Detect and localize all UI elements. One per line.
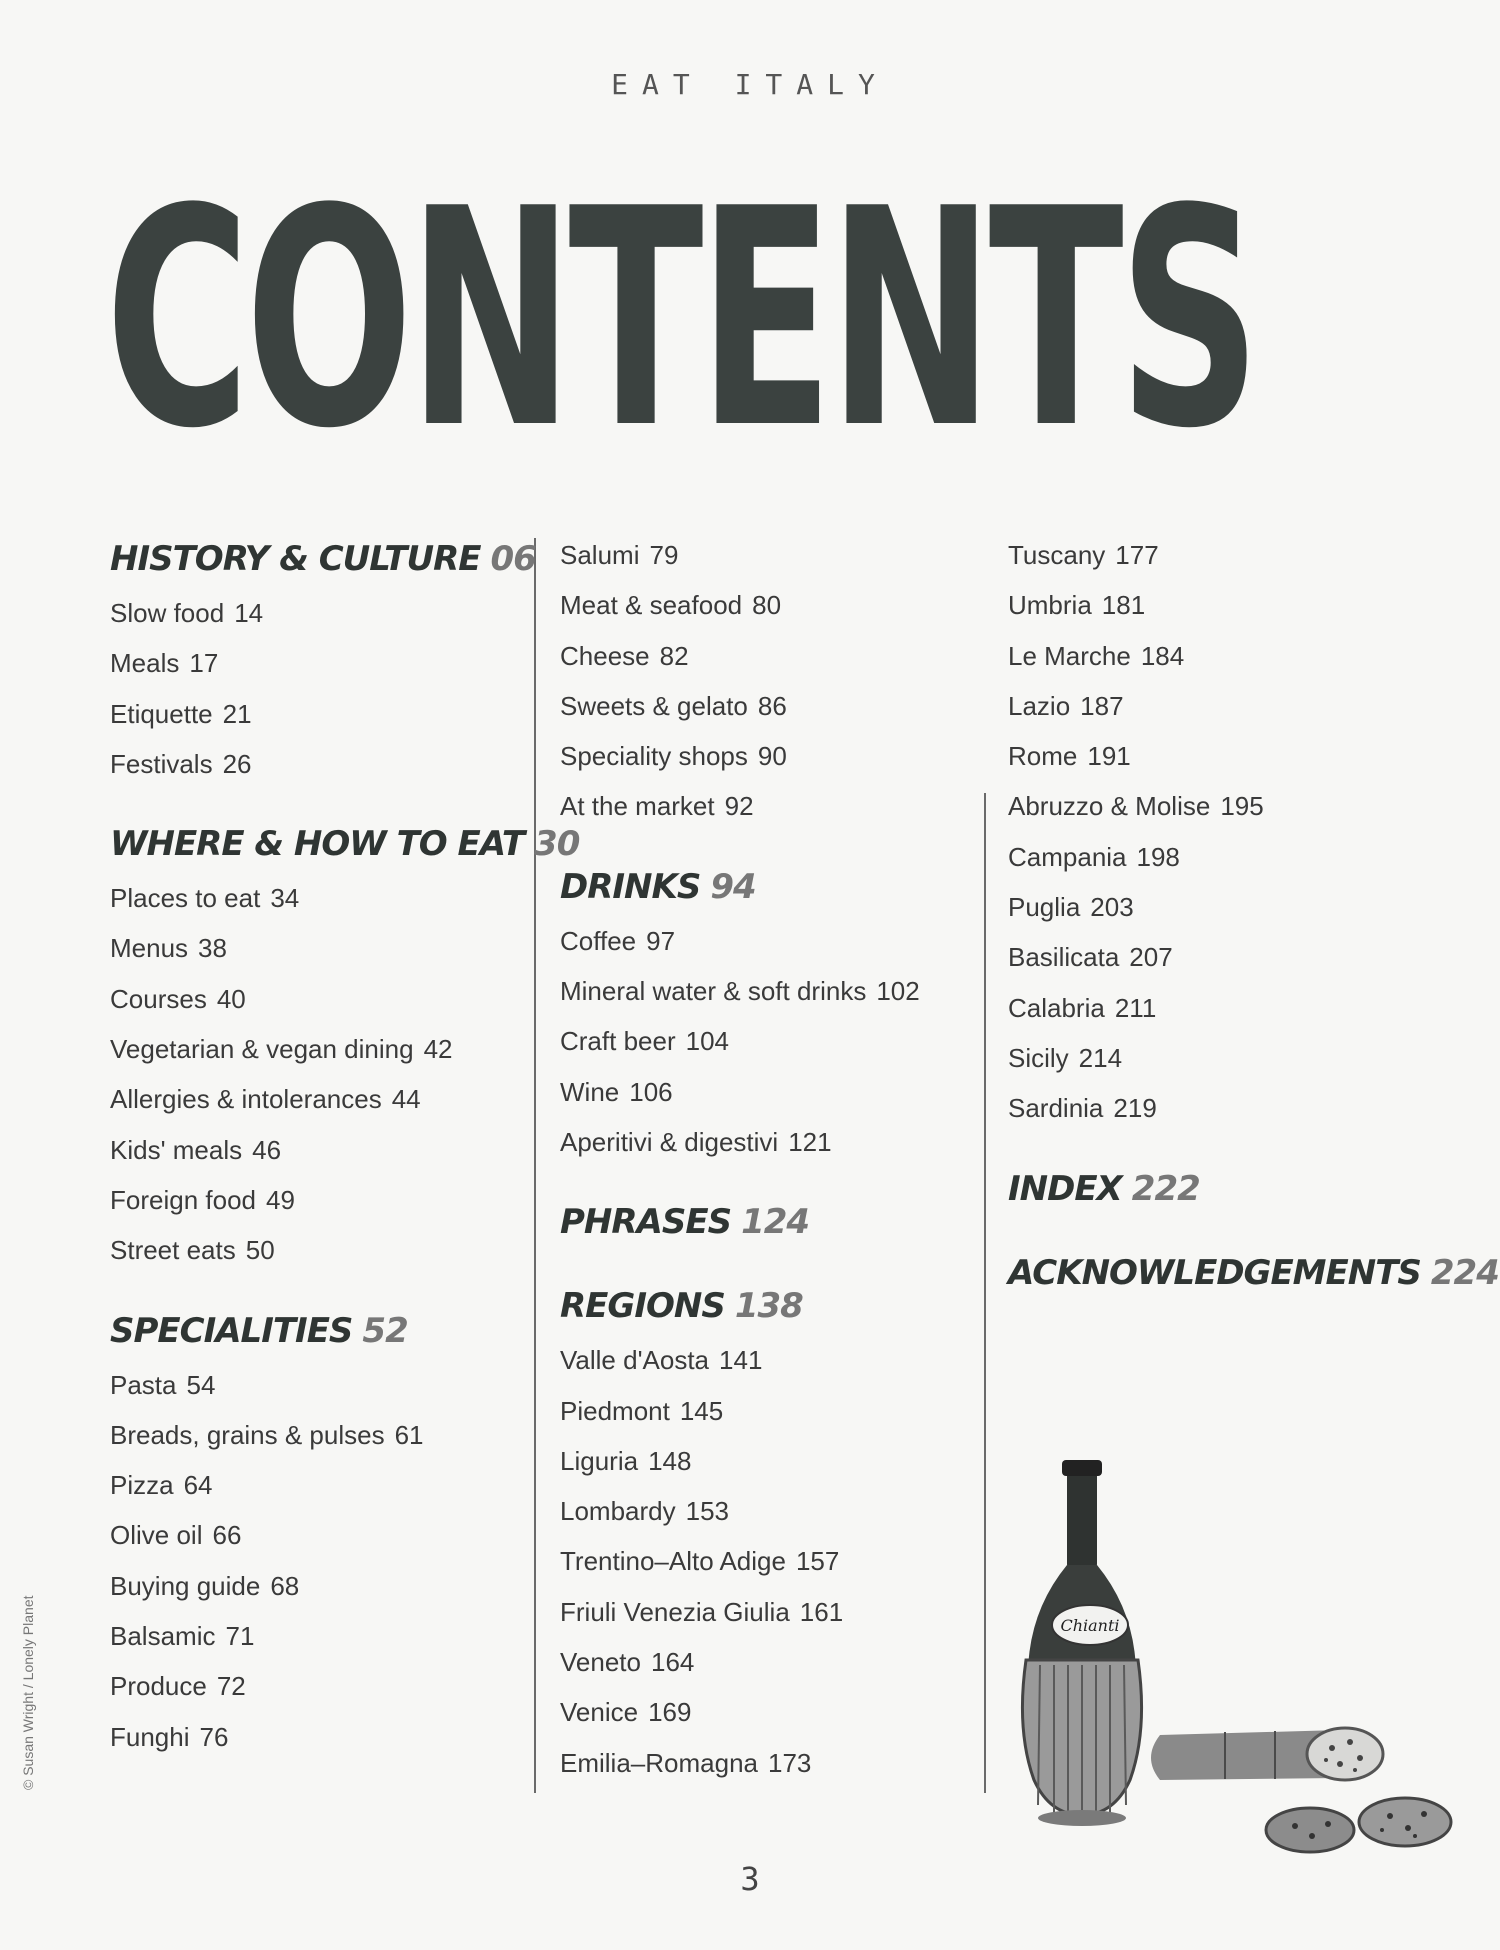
- toc-entry-page: 184: [1140, 640, 1185, 671]
- toc-entry: [1008, 1083, 1408, 1133]
- toc-entry: [110, 588, 510, 638]
- toc-entry-page: 198: [1136, 841, 1180, 872]
- toc-entry: [560, 1436, 960, 1486]
- toc-entry: [110, 1225, 510, 1275]
- toc-entry-label: Venice: [560, 1697, 639, 1728]
- toc-entry: [1008, 932, 1408, 982]
- toc-entry: [110, 1561, 510, 1611]
- toc-entry-label: Campania: [1008, 841, 1127, 872]
- toc-section: [560, 1193, 960, 1251]
- toc-entry-label: Sweets & gelato: [560, 690, 748, 721]
- toc-entry-label: Valle d'Aosta: [560, 1345, 710, 1376]
- toc-entry-label: Speciality shops: [560, 741, 748, 772]
- toc-entry-label: Puglia: [1008, 892, 1081, 923]
- toc-entry-page: 34: [270, 883, 300, 914]
- page-title: CONTENTS: [105, 145, 1256, 494]
- toc-entry-label: Trentino–Alto Adige: [560, 1546, 786, 1577]
- toc-entry-page: 191: [1087, 741, 1131, 772]
- toc-entry-page: 40: [216, 983, 246, 1014]
- toc-entry-label: Buying guide: [110, 1570, 261, 1601]
- toc-entry-page: 141: [719, 1345, 763, 1376]
- toc-entry-page: 72: [216, 1671, 246, 1702]
- section-heading: [560, 858, 960, 916]
- toc-entry-page: 187: [1080, 690, 1124, 721]
- section-heading-label: ACKNOWLEDGEMENTS: [1008, 1252, 1421, 1293]
- section-heading-page: 138: [734, 1286, 803, 1327]
- toc-entry-page: 219: [1113, 1093, 1157, 1124]
- toc-entry-label: Breads, grains & pulses: [110, 1419, 385, 1450]
- toc-entry: [560, 781, 960, 831]
- toc-entry: [110, 1024, 510, 1074]
- section-heading: [110, 1302, 510, 1360]
- toc-entry-label: Piedmont: [560, 1395, 670, 1426]
- page-number: 3: [740, 1860, 760, 1898]
- toc-entry-label: Emilia–Romagna: [560, 1747, 758, 1778]
- toc-entry-label: Craft beer: [560, 1026, 676, 1057]
- toc-entry: [1008, 631, 1408, 681]
- toc-entry-page: 66: [212, 1520, 242, 1551]
- toc-entry-page: 90: [757, 741, 787, 772]
- toc-section: [560, 858, 960, 1167]
- toc-entry-label: Vegetarian & vegan dining: [110, 1034, 414, 1065]
- toc-entry-label: Abruzzo & Molise: [1008, 791, 1211, 822]
- toc-entry-page: 153: [685, 1496, 730, 1527]
- column-divider: [984, 793, 986, 1793]
- toc-entry-label: Umbria: [1008, 590, 1092, 621]
- toc-entry: [110, 689, 510, 739]
- section-heading-label: REGIONS: [560, 1286, 725, 1327]
- toc-entry-label: Veneto: [560, 1647, 641, 1678]
- section-heading: [560, 1193, 960, 1251]
- running-head: EAT ITALY: [611, 68, 889, 101]
- toc-entry-label: Slow food: [110, 598, 225, 628]
- toc-entry-page: 181: [1101, 590, 1146, 621]
- toc-entry-page: 157: [795, 1546, 840, 1577]
- toc-entry-page: 71: [225, 1621, 255, 1652]
- toc-entry-page: 211: [1114, 992, 1157, 1023]
- toc-entry-label: Salumi: [560, 540, 640, 570]
- toc-entry-page: 97: [646, 925, 676, 956]
- toc-entry-page: 145: [679, 1395, 724, 1426]
- section-heading-page: 124: [741, 1202, 810, 1243]
- toc-entry: [560, 1016, 960, 1066]
- toc-entry: [1008, 781, 1408, 831]
- toc-entry-label: Olive oil: [110, 1520, 203, 1551]
- toc-entry-label: Tuscany: [1008, 540, 1106, 570]
- toc-entry: [560, 1486, 960, 1536]
- toc-section: [560, 1277, 960, 1788]
- bottle-label: Chianti: [1060, 1616, 1120, 1635]
- toc-entry-label: Menus: [110, 933, 189, 964]
- column-divider: [534, 538, 536, 1793]
- toc-entry-page: 21: [222, 698, 252, 729]
- toc-section: [1008, 530, 1408, 1134]
- toc-entry-page: 14: [234, 598, 264, 628]
- toc-entry-page: 207: [1129, 942, 1173, 973]
- section-heading: [1008, 1160, 1408, 1218]
- toc-entry-page: 102: [876, 976, 920, 1007]
- toc-section: [110, 815, 580, 1275]
- toc-entry-label: Etiquette: [110, 698, 213, 729]
- toc-entry-page: 86: [757, 690, 787, 721]
- toc-entry-page: 104: [685, 1026, 729, 1057]
- section-heading-label: WHERE & HOW TO EAT: [110, 824, 525, 865]
- toc-entry-page: 148: [648, 1445, 692, 1476]
- toc-entry: [560, 1738, 960, 1788]
- toc-entry-label: Street eats: [110, 1235, 236, 1266]
- toc-entry: [560, 681, 960, 731]
- toc-entry: [110, 739, 510, 789]
- toc-entry-label: Meals: [110, 648, 180, 679]
- toc-entry-page: 79: [649, 540, 679, 570]
- toc-entry-page: 195: [1220, 791, 1264, 822]
- toc-entry-label: Pizza: [110, 1470, 174, 1501]
- toc-entry: [1008, 530, 1408, 580]
- toc-entry: [1008, 1033, 1408, 1083]
- toc-entry-page: 161: [799, 1596, 844, 1627]
- toc-entry-page: 26: [222, 748, 252, 779]
- toc-entry-page: 17: [189, 648, 219, 679]
- toc-entry: [110, 1074, 510, 1124]
- toc-entry: [560, 1117, 960, 1167]
- toc-entry-label: Pasta: [110, 1369, 177, 1400]
- toc-entry: [560, 1335, 960, 1385]
- toc-entry: [560, 1587, 960, 1637]
- section-heading: [110, 530, 536, 588]
- toc-entry-page: 82: [659, 640, 689, 671]
- toc-entry: [110, 1510, 510, 1560]
- toc-section: [110, 1302, 510, 1762]
- toc-entry-page: 121: [788, 1126, 832, 1157]
- toc-entry-page: 203: [1090, 892, 1134, 923]
- toc-entry-label: Friuli Venezia Giulia: [560, 1596, 790, 1627]
- toc-entry-label: Places to eat: [110, 883, 261, 914]
- section-heading-page: 06: [490, 539, 536, 579]
- toc-section: [1008, 1160, 1408, 1218]
- section-heading-page: 30: [534, 824, 580, 865]
- toc-entry-label: Basilicata: [1008, 942, 1120, 973]
- toc-entry: [560, 530, 960, 580]
- toc-entry: [110, 1611, 510, 1661]
- toc-entry-label: Sardinia: [1008, 1093, 1104, 1124]
- section-heading-page: 224: [1430, 1252, 1499, 1293]
- toc-entry-page: 44: [391, 1084, 421, 1115]
- toc-column-3: [1008, 530, 1499, 1328]
- toc-entry-page: 38: [198, 933, 227, 964]
- toc-entry: [110, 974, 510, 1024]
- toc-entry-page: 80: [752, 590, 782, 621]
- toc-entry-label: Cheese: [560, 640, 650, 671]
- section-heading: [560, 1277, 960, 1335]
- toc-entry-label: At the market: [560, 791, 715, 822]
- toc-entry-page: 49: [265, 1184, 295, 1215]
- toc-entry: [110, 873, 510, 923]
- toc-entry-label: Wine: [560, 1076, 620, 1107]
- section-heading: [1008, 1244, 1499, 1302]
- toc-entry-label: Rome: [1008, 741, 1078, 772]
- toc-entry-page: 46: [252, 1134, 282, 1165]
- toc-entry: [560, 966, 960, 1016]
- toc-entry: [1008, 681, 1408, 731]
- toc-entry: [560, 731, 960, 781]
- toc-entry-page: 76: [199, 1721, 229, 1752]
- toc-entry-page: 173: [767, 1747, 812, 1778]
- toc-entry: [110, 1410, 510, 1460]
- chianti-bottle-and-salami-icon: [1010, 1460, 1480, 1860]
- toc-entry-label: Mineral water & soft drinks: [560, 976, 867, 1007]
- toc-entry-page: 92: [724, 791, 754, 822]
- section-heading-label: DRINKS: [560, 866, 701, 907]
- section-heading-label: SPECIALITIES: [110, 1310, 353, 1351]
- toc-entry: [110, 923, 510, 973]
- toc-entry-page: 50: [245, 1235, 275, 1266]
- toc-entry-label: Foreign food: [110, 1184, 256, 1215]
- section-heading-page: 222: [1131, 1168, 1200, 1209]
- toc-entry: [560, 1067, 960, 1117]
- toc-entry: [1008, 832, 1408, 882]
- toc-entry: [110, 1712, 510, 1762]
- photo-credit: © Susan Wright / Lonely Planet: [20, 1595, 36, 1790]
- section-heading-page: 94: [710, 866, 756, 907]
- toc-entry-label: Calabria: [1008, 992, 1105, 1023]
- toc-entry: [110, 1460, 510, 1510]
- toc-entry-page: 169: [648, 1697, 692, 1728]
- toc-entry-label: Liguria: [560, 1445, 639, 1476]
- toc-entry: [1008, 882, 1408, 932]
- toc-entry: [560, 631, 960, 681]
- toc-entry: [110, 1661, 510, 1711]
- toc-entry-label: Allergies & intolerances: [110, 1084, 382, 1115]
- toc-entry-label: Funghi: [110, 1721, 190, 1752]
- toc-entry-label: Festivals: [110, 748, 213, 779]
- toc-entry-label: Lazio: [1008, 690, 1071, 721]
- toc-entry: [110, 638, 510, 688]
- toc-entry-label: Coffee: [560, 925, 637, 956]
- toc-section: [110, 530, 536, 789]
- section-heading-label: PHRASES: [560, 1202, 732, 1243]
- toc-entry-page: 106: [629, 1076, 673, 1107]
- toc-entry: [560, 1687, 960, 1737]
- toc-entry: [560, 1386, 960, 1436]
- toc-column-2: [560, 530, 960, 1814]
- toc-entry-page: 177: [1115, 540, 1159, 570]
- toc-entry-label: Le Marche: [1008, 640, 1131, 671]
- toc-entry-label: Aperitivi & digestivi: [560, 1126, 779, 1157]
- toc-entry: [1008, 983, 1408, 1033]
- toc-entry-label: Meat & seafood: [560, 590, 743, 621]
- toc-entry-page: 68: [270, 1570, 300, 1601]
- toc-entry: [1008, 580, 1408, 630]
- toc-entry-label: Courses: [110, 983, 207, 1014]
- section-heading-label: HISTORY & CULTURE: [110, 539, 481, 579]
- toc-entry: [560, 1637, 960, 1687]
- toc-column-1: [110, 530, 580, 1788]
- toc-entry-page: 164: [650, 1647, 695, 1678]
- toc-section: [560, 530, 960, 832]
- toc-entry-page: 42: [423, 1034, 453, 1065]
- toc-entry: [110, 1360, 510, 1410]
- toc-entry: [560, 916, 960, 966]
- toc-entry-page: 64: [183, 1470, 213, 1501]
- toc-entry-page: 54: [186, 1369, 216, 1400]
- toc-entry-label: Sicily: [1008, 1042, 1069, 1073]
- section-heading-label: INDEX: [1008, 1168, 1122, 1209]
- toc-entry: [1008, 731, 1408, 781]
- toc-entry-label: Produce: [110, 1671, 207, 1702]
- toc-entry-page: 214: [1078, 1042, 1123, 1073]
- section-heading: [110, 815, 580, 873]
- section-heading-page: 52: [362, 1310, 408, 1351]
- toc-entry: [560, 1536, 960, 1586]
- toc-section: [1008, 1244, 1499, 1302]
- toc-entry-label: Balsamic: [110, 1621, 216, 1652]
- toc-entry: [110, 1175, 510, 1225]
- toc-entry-label: Kids' meals: [110, 1134, 243, 1165]
- toc-entry: [110, 1125, 510, 1175]
- toc-entry-page: 61: [394, 1419, 424, 1450]
- toc-entry: [560, 580, 960, 630]
- toc-entry-label: Lombardy: [560, 1496, 676, 1527]
